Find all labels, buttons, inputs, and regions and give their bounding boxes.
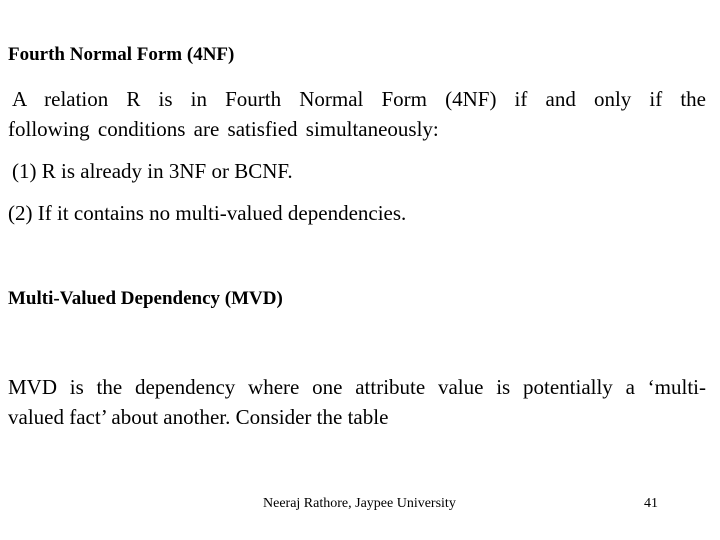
- mvd-line-2: valued fact’ about another. Consider the table: [8, 405, 389, 429]
- heading-4nf: Fourth Normal Form (4NF): [8, 44, 235, 65]
- condition-1: (1) R is already in 3NF or BCNF.: [12, 159, 293, 183]
- definition-line-2: following conditions are satisfied simultaneously:: [8, 117, 439, 141]
- page-number: 41: [644, 496, 658, 511]
- definition-paragraph: [8, 84, 706, 144]
- heading-mvd: Multi-Valued Dependency (MVD): [8, 288, 283, 309]
- mvd-line-1: MVD is the dependency where one attribute value is potentially a ‘multi-: [8, 375, 706, 399]
- condition-2: (2) If it contains no multi-valued dependencies.: [8, 201, 407, 225]
- footer-author: Neeraj Rathore, Jaypee University: [263, 496, 456, 511]
- definition-line-1: A relation R is in Fourth Normal Form (4NF) if and only if the: [12, 87, 706, 111]
- mvd-paragraph: [8, 372, 706, 432]
